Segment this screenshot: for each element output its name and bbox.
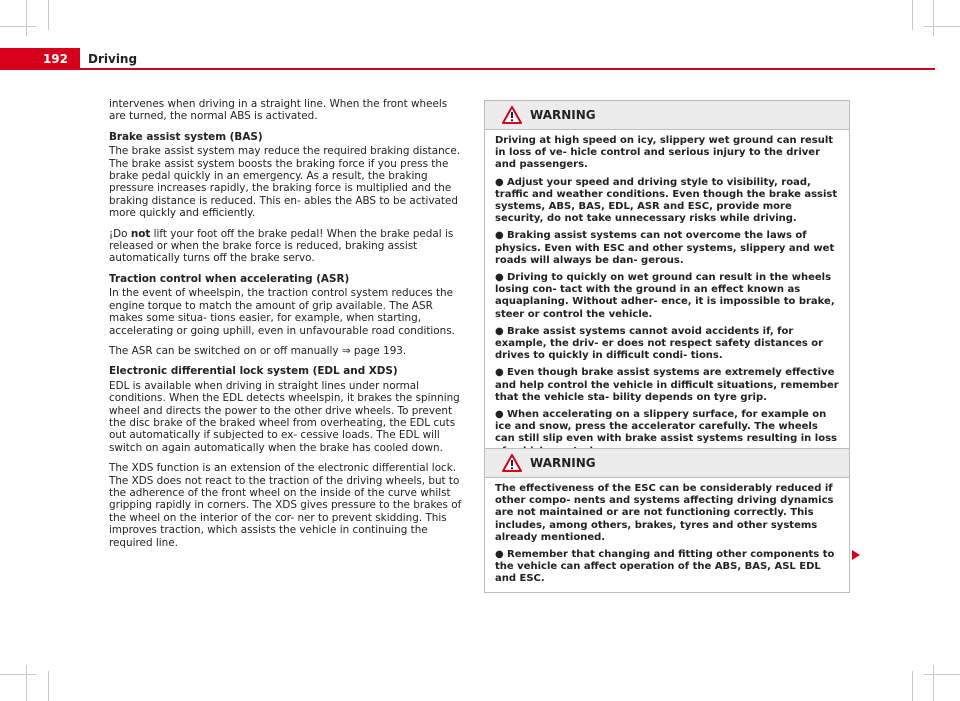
warning-intro: The effectiveness of the ESC can be considerably reduced if other compo- nents and systems affecting driving dynamics are not maintained or are not functioning correctly. This includes, among others, brakes, tyres and other systems already mentioned. <box>495 483 834 543</box>
warning-bullet <box>495 272 841 321</box>
paragraph: intervenes when driving in a straight line. When the front wheels are turned, the normal ABS is activated. <box>109 98 448 123</box>
bullet-icon: ● <box>495 325 504 337</box>
crop-mark <box>48 671 49 701</box>
crop-mark <box>0 26 36 27</box>
crop-mark <box>912 671 913 701</box>
warning-bullet <box>495 230 841 267</box>
warning-bullet <box>495 177 841 226</box>
bullet-text: Remember that changing and fitting other components to the vehicle can affect operation of the ABS, BAS, ASL EDL and ESC. <box>495 549 835 585</box>
paragraph: EDL is available when driving in straight lines under normal conditions. When the EDL detects wheelspin, it brakes the spinning wheel and directs the power to the other drive wheels. To prevent the disc brake of the braked wheel from overheating, the EDL cuts out automatically if subjected to ex- cessive loads. The EDL will switch on again automatically when the brake has cooled down. <box>109 379 460 454</box>
bullet-text: Brake assist systems cannot avoid accidents if, for example, the driv- er does not respect safety distances or drives to quickly in difficult condi- tions. <box>495 325 824 362</box>
header-rule <box>0 68 935 70</box>
bullet-icon: ● <box>495 409 504 421</box>
paragraph: The brake assist system may reduce the required braking distance. The brake assist system boosts the braking force if you press the brake pedal quickly in an emergency. As a result, the braking pressure increases rapidly, the braking force is multiplied and the braking distance is reduced. This en- ables the ABS to be activated more quickly and efficiently. <box>109 145 461 220</box>
crop-mark <box>0 674 36 675</box>
bullet-icon: ● <box>495 549 504 561</box>
subheading-edl: Electronic differential lock system (EDL and XDS) <box>109 365 398 378</box>
warning-bullet <box>495 549 841 586</box>
crop-mark <box>48 0 49 30</box>
crop-mark <box>912 0 913 30</box>
crop-mark <box>924 674 960 675</box>
warning-title: WARNING <box>530 108 596 122</box>
warning-intro: Driving at high speed on icy, slippery wet ground can result in loss of ve- hicle control and serious injury to the driver and passengers. <box>495 135 834 171</box>
warning-bullet <box>495 326 841 363</box>
warning-box <box>484 448 850 593</box>
warning-header <box>485 101 849 130</box>
bullet-text: When accelerating on a slippery surface, for example on ice and snow, press the accelerator carefully. The wheels can still slip even with brake assist systems resulting in loss <box>495 409 837 445</box>
left-column <box>109 98 464 557</box>
text-segment: ¡Do <box>109 227 131 240</box>
bullet-icon: ● <box>495 176 504 188</box>
bullet-text: Driving to quickly on wet ground can result in the wheels losing con- tact with the ground in an effect known as aquaplaning. Without adher- ence, it is impossible to brake, steer or control the vehicle. <box>495 272 835 320</box>
warning-triangle-icon <box>502 454 522 472</box>
section-title: Driving <box>88 52 138 66</box>
warning-box <box>484 100 850 465</box>
warning-title: WARNING <box>530 456 596 470</box>
subheading-bas: Brake assist system (BAS) <box>109 130 263 143</box>
bullet-text: Even though brake assist systems are extremely effective and help control the vehicle in difficult situations, remember that the vehicle sta- bility depends on tyre grip. <box>495 367 839 403</box>
emphasis: not <box>130 227 151 240</box>
crop-mark <box>26 665 27 701</box>
bullet-text: Adjust your speed and driving style to visibility, road, traffic and weather conditions. Even though the brake assist systems, ABS, BAS, EDL, ASR and ESC, provide more security, do not take unnecessary risks while driving. <box>495 176 838 225</box>
paragraph: In the event of wheelspin, the traction control system reduces the engine torque to match the amount of grip available. The ASR makes some situa- tions easier, for example, when starting, accelerating or going uphill, even in unfavourable road conditions. <box>109 287 455 337</box>
text-segment: lift your foot off the brake pedal! When the brake pedal is released or when the brake force is reduced, braking assist automatically turns off the brake servo. <box>109 227 454 265</box>
paragraph <box>109 228 464 265</box>
warning-bullet <box>495 367 841 404</box>
warning-body <box>485 130 849 464</box>
continue-arrow-icon <box>852 550 860 560</box>
warning-header <box>485 449 849 478</box>
warning-triangle-icon <box>502 106 522 124</box>
crop-mark <box>26 0 27 36</box>
crop-mark <box>933 665 934 701</box>
paragraph: The ASR can be switched on or off manually ⇒ page 193. <box>109 344 407 357</box>
bullet-icon: ● <box>495 367 504 379</box>
crop-mark <box>933 0 934 36</box>
subheading-asr: Traction control when accelerating (ASR) <box>109 272 350 285</box>
paragraph: The XDS function is an extension of the electronic differential lock. The XDS does not react to the traction of the driving wheels, but to the adherence of the front wheel on the inside of the curve whilst gripping rapidly in corners. The XDS gives pressure to the brakes of the wheel on the interior of the cor- ner to prevent skidding. This improves traction, which assists the vehicle in continuing the required line. <box>109 462 462 549</box>
bullet-icon: ● <box>495 272 504 284</box>
crop-mark <box>924 26 960 27</box>
warning-body <box>485 478 849 592</box>
bullet-icon: ● <box>495 230 504 242</box>
page-number: 192 <box>0 48 80 70</box>
bullet-text: Braking assist systems can not overcome the laws of physics. Even with ESC and other systems, slippery and wet roads will always be dan- gerous. <box>495 230 835 266</box>
